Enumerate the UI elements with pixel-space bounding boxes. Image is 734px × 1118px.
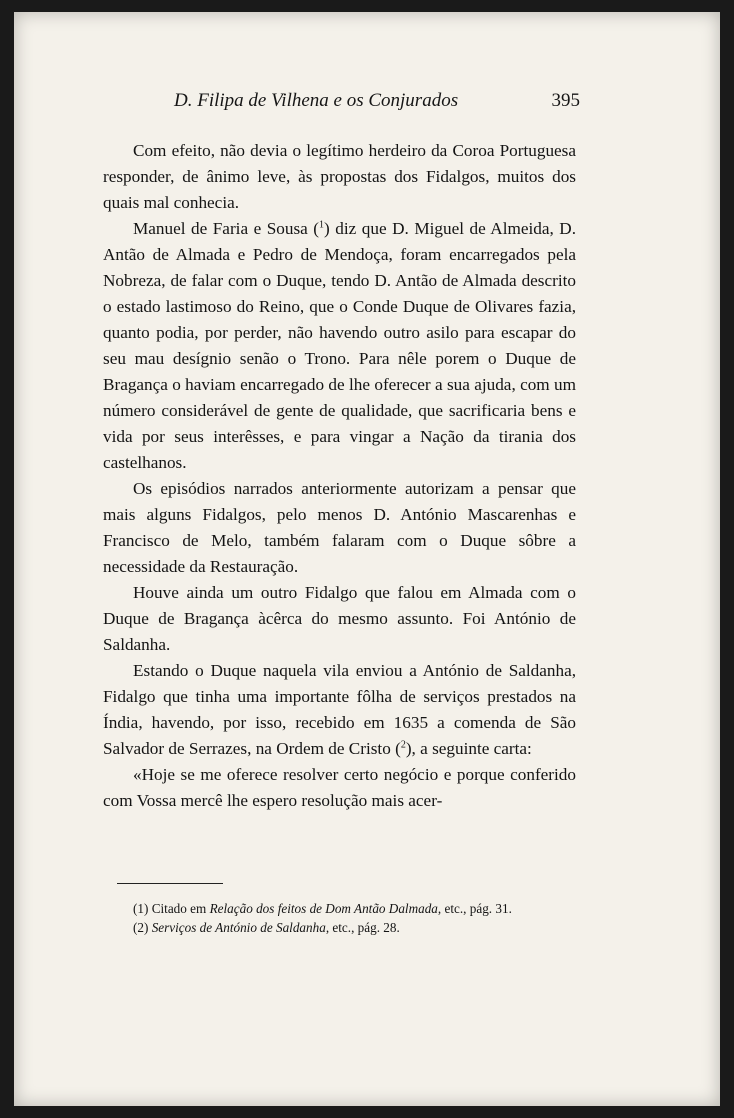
- paragraph-5: Estando o Duque naquela vila enviou a António de Saldanha, Fidalgo que tinha uma importante fôlha de serviços prestados na Índia, havendo, por isso, recebido em 1635 a comenda de São Salvador de Serrazes, na Ordem de Cristo ($^2$), a seguinte carta:: [103, 661, 576, 758]
- paragraph-6: «Hoje se me oferece resolver certo negócio e porque conferido com Vossa mercê lhe espero resolução mais acer-: [103, 765, 576, 810]
- footnote-1: (1) Citado em Relação dos feitos de Dom Antão Dalmada, etc., pág. 31.: [133, 901, 512, 916]
- paragraph-1: Com efeito, não devia o legítimo herdeiro da Coroa Portuguesa responder, de ânimo leve, às propostas dos Fidalgos, muitos dos quais mal conhecia.: [103, 141, 576, 212]
- paragraph-2: Manuel de Faria e Sousa ($^1$) diz que D. Miguel de Almeida, D. Antão de Almada e Pedro de Mendoça, foram encarregados pela Nobreza, de falar com o Duque, tendo D. Antão de Almada descrito o estado lastimoso do Reino, que o Conde Duque de Olivares fazia, quanto podia, por perder, não havendo outro asilo para escapar do seu mau desígnio senão o Trono. Para nêle porem o Duque de Bragança o haviam encarregado de lhe oferecer a sua ajuda, com um número considerável de gente de qualidade, que sacrificaria bens e vida por seus interêsses, e para vingar a Nação da tirania dos castelhanos.: [103, 219, 576, 472]
- footnote-2: (2) Serviços de António de Saldanha, etc., pág. 28.: [133, 920, 400, 935]
- body-text: [103, 138, 576, 814]
- paragraph-3: Os episódios narrados anteriormente autorizam a pensar que mais alguns Fidalgos, pelo menos D. António Mascarenhas e Francisco de Melo, também falaram com o Duque sôbre a necessidade da Restauração.: [103, 479, 576, 576]
- running-title: D. Filipa de Vilhena e os Conjurados: [174, 90, 459, 111]
- footnote-divider: [117, 883, 223, 884]
- footnote-ref-1: 1: [319, 219, 325, 231]
- book-page: [14, 12, 720, 1106]
- paragraph-4: Houve ainda um outro Fidalgo que falou em Almada com o Duque de Bragança àcêrca do mesmo assunto. Foi António de Saldanha.: [103, 583, 576, 654]
- footnotes: [103, 899, 576, 937]
- page-number: 395: [551, 90, 580, 111]
- footnote-ref-2: 2: [400, 739, 406, 751]
